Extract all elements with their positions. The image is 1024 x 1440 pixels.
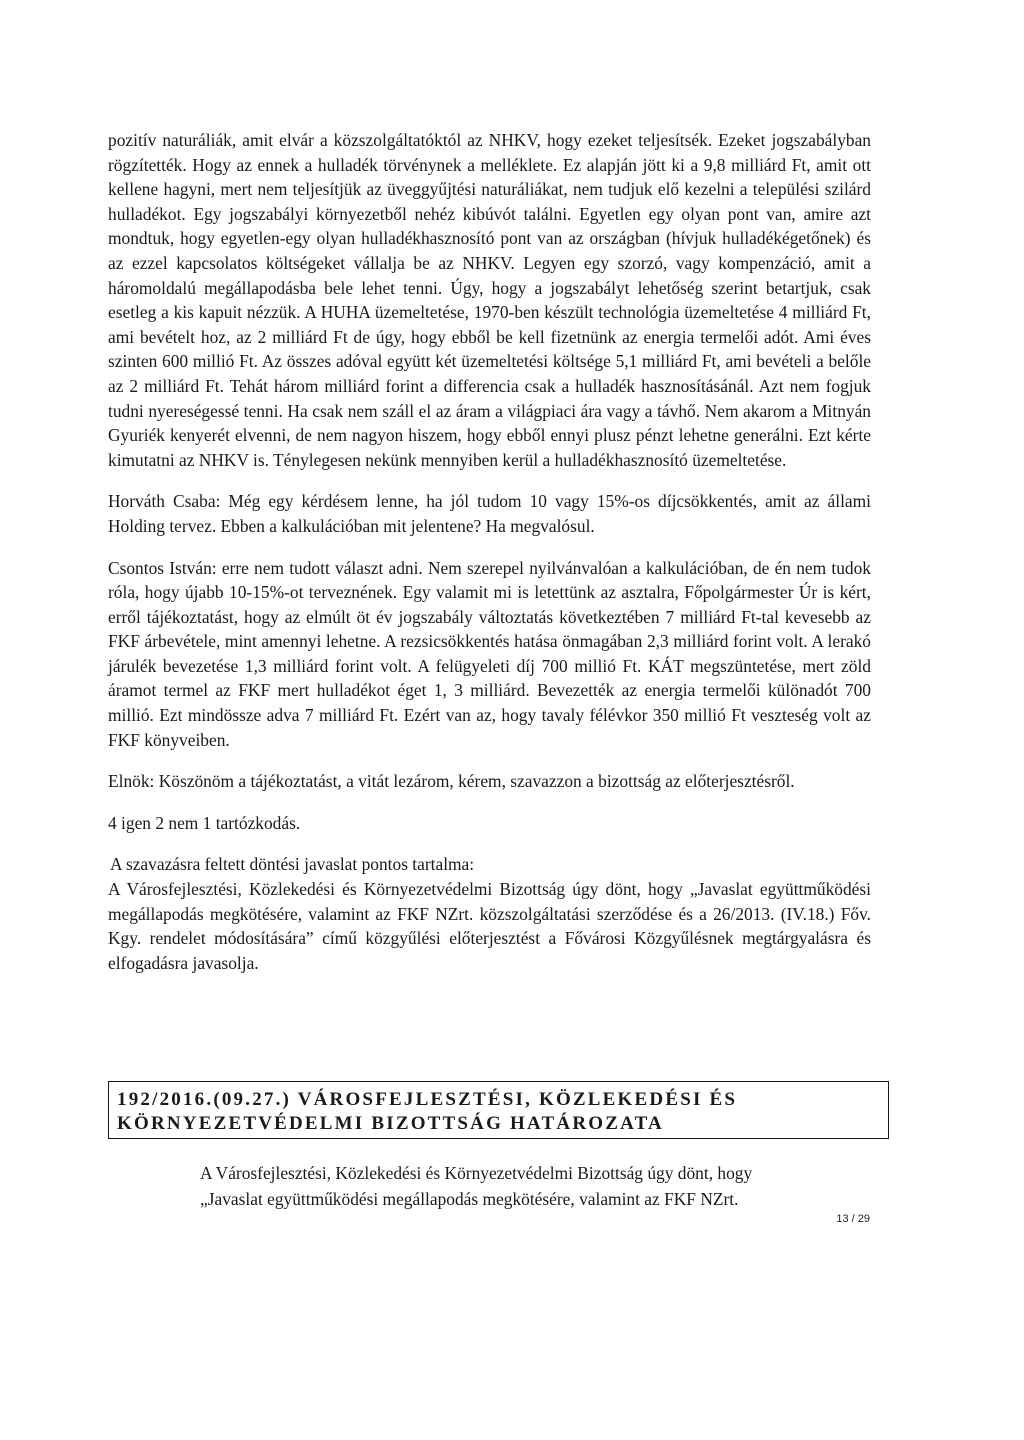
paragraph-horvath-csaba: Horváth Csaba: Még egy kérdésem lenne, ha jól tudom 10 vagy 15%-os díjcsökkentés, amit az állami Holding tervez. Ebben a kalkulációban mit jelentene? Ha megvalósul.: [108, 491, 871, 536]
resolution-text-line-2: „Javaslat együttműködési megállapodás megkötésére, valamint az FKF NZrt.: [200, 1189, 739, 1209]
paragraph-elnok: Elnök: Köszönöm a tájékoztatást, a vitát lezárom, kérem, szavazzon a bizottság az előterjesztésről.: [108, 771, 795, 792]
proposal-intro: A szavazásra feltett döntési javaslat pontos tartalma:: [110, 854, 475, 875]
page-number: 13 / 29: [836, 1213, 870, 1225]
resolution-title-box: [108, 1081, 889, 1139]
resolution-title-line-2: KÖRNYEZETVÉDELMI BIZOTTSÁG HATÁROZATA: [117, 1113, 664, 1134]
document-body: [108, 128, 871, 975]
paragraph-naturaliak: pozitív naturáliák, amit elvár a közszolgáltatóktól az NHKV, hogy ezeket teljesítsék. Ezeket jogszabályban rögzítették. Hogy az ennek a hulladék törvénynek a melléklete. Ez alapján jött ki a 9,8 milliárd Ft, amit ott kellene hagyni, mert nem teljesítjük az üveggyűjtési naturáliákat, nem tudjuk elő kezelni a települési szilárd hulladékot. Egy jogszabályi környezetből nehéz kibúvót találni. Egyetlen egy olyan pont van, amire azt mondtuk, hogy egyetlen-egy olyan hulladékhasznosító pont van az országban (hívjuk hulladékégetőnek) és az ezzel kapcsolatos költségeket vállalja be az NHKV. Legyen egy szorzó, vagy kompenzáció, amit a háromoldalú megállapodásba bele lehet tenni. Úgy, hogy a jogszabályt lehetőség szerint betartjuk, csak esetleg a kis kapuit nézzük. A HUHA üzemeltetése, 1970-ben készült technológia üzemeltetése 4 milliárd Ft, ami bevételt hoz, az 2 milliárd Ft de úgy, hogy ebből be kell fizetnünk az energia termelői adót. Ami éves szinten 600 millió Ft. Az összes adóval együtt két üzemeltetési költsége 5,1 milliárd Ft, ami bevételi a belőle az 2 milliárd Ft. Tehát három milliárd forint a differencia csak a hulladék hasznosításánál. Azt nem fogjuk tudni nyereségessé tenni. Ha csak nem száll el az áram a világpiaci ára vagy a távhő. Nem akarom a Mitnyán Gyuriék kenyerét elvenni, de nem nagyon hiszem, hogy ebből ennyi plusz pénzt lehetne generálni. Ezt kérte kimutatni az NHKV is. Ténylegesen nekünk mennyiben kerül a hulladékhasznosító üzemeltetése.: [108, 130, 871, 470]
paragraph-csontos-istvan: Csontos István: erre nem tudott választ adni. Nem szerepel nyilvánvalóan a kalkulációban, de én nem tudok róla, hogy újabb 10-15%-ot terveznének. Egy valamit mi is letettünk az asztalra, Főpolgármester Úr is kért, erről tájékoztatást, hogy az elmúlt öt év jogszabály változtatás következtében 7 milliárd Ft-tal kevesebb az FKF árbevétele, mint amennyi lehetne. A rezsicsökkentés hatása önmagában 2,3 milliárd forint volt. A lerakó járulék bevezetése 1,3 milliárd forint volt. A felügyeleti díj 700 millió Ft. KÁT megszüntetése, mert zöld áramot termel az FKF mert hulladékot éget 1, 3 milliárd. Bevezették az energia termelői különadót 700 millió. Ezt mindössze adva 7 milliárd Ft. Ezért van az, hogy tavaly félévkor 350 millió Ft veszteség volt az FKF könyveiben.: [108, 557, 871, 750]
resolution-title: [117, 1088, 888, 1136]
resolution-text: [200, 1160, 880, 1212]
vote-result: 4 igen 2 nem 1 tartózkodás.: [108, 812, 301, 833]
resolution-title-line-1: 192/2016.(09.27.) VÁROSFEJLESZTÉSI, KÖZLEKEDÉSI ÉS: [117, 1089, 738, 1110]
proposal-body: A Városfejlesztési, Közlekedési és Környezetvédelmi Bizottság úgy dönt, hogy „Javaslat együttműködési megállapodás megkötésére, valamint az FKF NZrt. közszolgáltatási szerződése és a 26/2013. (IV.18.) Főv. Kgy. rendelet módosítására” című közgyűlési előterjesztést a Fővárosi Közgyűlésnek megtárgyalásra és elfogadásra javasolja.: [108, 879, 871, 973]
resolution-text-line-1: A Városfejlesztési, Közlekedési és Környezetvédelmi Bizottság úgy dönt, hogy: [200, 1163, 753, 1183]
